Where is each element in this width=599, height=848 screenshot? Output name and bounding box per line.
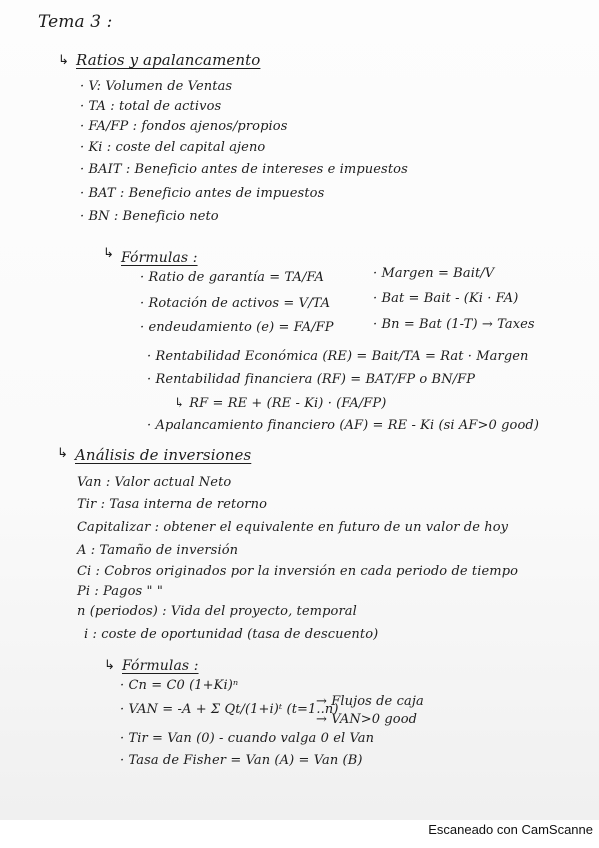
formulas-arrow-icon: ↳ — [104, 658, 115, 673]
definition-line: A : Tamaño de inversión — [77, 543, 239, 558]
formula-line: · Bat = Bait - (Ki · FA) — [373, 291, 519, 306]
formula-line: · endeudamiento (e) = FA/FP — [140, 320, 334, 335]
section-heading-analisis: Análisis de inversiones — [75, 446, 252, 464]
definition-line: · TA : total de activos — [80, 99, 222, 114]
definition-line: Pi : Pagos " " — [77, 584, 163, 599]
formula-line: · Margen = Bait/V — [373, 266, 495, 281]
definition-line: · BN : Beneficio neto — [80, 209, 219, 224]
formula-line: · Apalancamiento financiero (AF) = RE - Ki (si AF>0 good) — [147, 418, 539, 433]
section-arrow-icon: ↳ — [58, 53, 69, 68]
formula-line: · Rotación de activos = V/TA — [140, 296, 331, 311]
formula-line: · Tir = Van (0) - cuando valga 0 el Van — [120, 731, 375, 746]
definition-line: Ci : Cobros originados por la inversión en cada periodo de tiempo — [77, 564, 519, 579]
definition-line: · BAIT : Beneficio antes de intereses e impuestos — [80, 162, 408, 177]
definition-line: i : coste de oportunidad (tasa de descuento) — [84, 627, 379, 642]
definition-line: Tir : Tasa interna de retorno — [77, 497, 267, 512]
definition-line: Van : Valor actual Neto — [77, 475, 232, 490]
formula-line: · Bn = Bat (1-T) → Taxes — [373, 317, 535, 332]
formula-line: · Tasa de Fisher = Van (A) = Van (B) — [120, 753, 363, 768]
definition-line: · BAT : Beneficio antes de impuestos — [80, 186, 325, 201]
page-title: Tema 3 : — [38, 12, 113, 32]
definition-line: n (periodos) : Vida del proyecto, temporal — [77, 604, 357, 619]
formula-line: · Rentabilidad Económica (RE) = Bait/TA = Rat · Margen — [147, 349, 529, 364]
scanner-watermark: Escaneado con CamScanne — [428, 822, 593, 837]
definition-line: · V: Volumen de Ventas — [80, 79, 233, 94]
annotation-note: → VAN>0 good — [316, 712, 418, 727]
section-heading-ratios: Ratios y apalancamento — [76, 51, 261, 69]
formula-line: ↳ RF = RE + (RE - Ki) · (FA/FP) — [174, 396, 387, 411]
formulas-heading: Fórmulas : — [122, 658, 199, 674]
definition-line: · Ki : coste del capital ajeno — [80, 140, 266, 155]
section-arrow-icon: ↳ — [57, 446, 68, 461]
formula-line: · Ratio de garantía = TA/FA — [140, 270, 324, 285]
definition-line: Capitalizar : obtener el equivalente en futuro de un valor de hoy — [77, 520, 509, 535]
formula-line: · VAN = -A + Σ Qt/(1+i)ᵗ (t=1..n) — [120, 702, 339, 717]
formula-line: · Rentabilidad financiera (RF) = BAT/FP o BN/FP — [147, 372, 476, 387]
formula-line: · Cn = C0 (1+Ki)ⁿ — [120, 678, 239, 693]
formulas-heading: Fórmulas : — [121, 250, 198, 266]
annotation-note: → Flujos de caja — [316, 694, 424, 709]
formulas-arrow-icon: ↳ — [103, 246, 114, 261]
definition-line: · FA/FP : fondos ajenos/propios — [80, 119, 288, 134]
